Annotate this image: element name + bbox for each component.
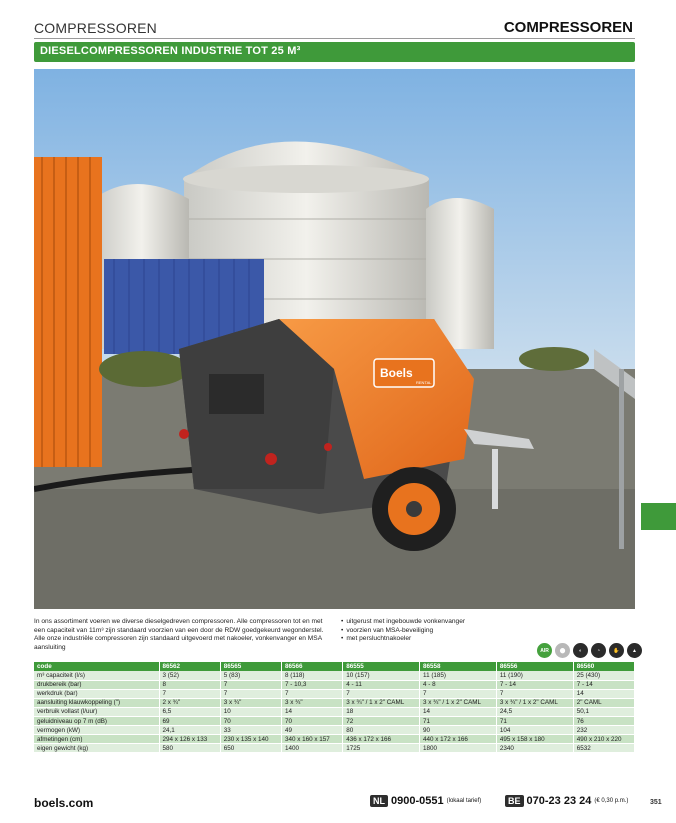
banner-title: DIESELCOMPRESSOREN INDUSTRIE TOT 25 M³ [40, 45, 301, 57]
row-label: afmetingen (cm) [34, 735, 159, 744]
feature-icons [537, 643, 642, 658]
table-cell: 18 [343, 707, 420, 716]
row-label: geluidniveau op 7 m (dB) [34, 716, 159, 725]
table-row [34, 726, 635, 735]
table-cell: 70 [281, 716, 342, 725]
table-row [34, 744, 635, 753]
table-cell: 71 [496, 716, 573, 725]
table-cell: 3 x ¾" / 1 x 2" CAML [420, 698, 497, 707]
table-cell: 70 [220, 716, 281, 725]
table-cell: 7 - 14 [496, 680, 573, 689]
table-cell: 49 [281, 726, 342, 735]
table-cell: 8 [159, 680, 220, 689]
section-tab [641, 503, 676, 530]
row-label: drukbereik (bar) [34, 680, 159, 689]
nl-phone[interactable]: 0900-0551 [391, 795, 444, 807]
table-cell: 76 [573, 716, 634, 725]
air-icon: AIR [537, 643, 552, 658]
nl-note: (lokaal tarief) [446, 798, 482, 804]
table-cell: 33 [220, 726, 281, 735]
table-row [34, 707, 635, 716]
table-row [34, 698, 635, 707]
feature-item: • uitgerust met ingebouwde vonkenvanger [341, 618, 541, 627]
nl-badge: NL [370, 795, 388, 807]
table-cell: 24,1 [159, 726, 220, 735]
fuel-icon: ◐ [573, 643, 588, 658]
row-label: werkdruk (bar) [34, 689, 159, 698]
be-contact [505, 795, 628, 807]
spec-table [34, 662, 635, 753]
table-cell: 7 [159, 689, 220, 698]
table-cell: 440 x 172 x 166 [420, 735, 497, 744]
table-cell: 232 [573, 726, 634, 735]
table-cell: 71 [420, 716, 497, 725]
table-cell: 2" CAML [573, 698, 634, 707]
column-header: 86565 [220, 662, 281, 671]
table-cell: 3 x ¾" [220, 698, 281, 707]
column-header: 86555 [343, 662, 420, 671]
table-row [34, 671, 635, 680]
table-cell: 7 [343, 689, 420, 698]
hand-icon: ✋ [609, 643, 624, 658]
table-cell: 1725 [343, 744, 420, 753]
section-label: COMPRESSOREN [34, 20, 157, 36]
table-cell: 7 [281, 689, 342, 698]
table-cell: 580 [159, 744, 220, 753]
table-cell: 69 [159, 716, 220, 725]
table-cell: 340 x 160 x 157 [281, 735, 342, 744]
table-cell: 495 x 158 x 180 [496, 735, 573, 744]
be-phone[interactable]: 070-23 23 24 [526, 795, 592, 807]
table-cell: 80 [343, 726, 420, 735]
table-cell: 490 x 210 x 220 [573, 735, 634, 744]
brand-label: Boels [380, 366, 413, 380]
table-cell: 3 x ¾" / 1 x 2" CAML [343, 698, 420, 707]
table-cell: 72 [343, 716, 420, 725]
feature-item: • met persluchtnakoeler [341, 635, 541, 644]
row-label: verbruik vollast (l/uur) [34, 707, 159, 716]
table-cell: 294 x 126 x 133 [159, 735, 220, 744]
table-cell: 14 [420, 707, 497, 716]
table-cell: 650 [220, 744, 281, 753]
table-cell: 50,1 [573, 707, 634, 716]
table-cell: 24,5 [496, 707, 573, 716]
page-title: COMPRESSOREN [503, 19, 633, 36]
table-cell: 3 x ¾" [281, 698, 342, 707]
row-label: m³ capaciteit (l/s) [34, 671, 159, 680]
feature-list [341, 618, 541, 644]
table-cell: 3 (52) [159, 671, 220, 680]
table-cell: 7 - 10,3 [281, 680, 342, 689]
column-header: 86556 [496, 662, 573, 671]
table-cell: 7 - 14 [573, 680, 634, 689]
table-row [34, 735, 635, 744]
be-note: (€ 0,30 p.m.) [594, 798, 629, 804]
feature-item: • voorzien van MSA-beveiliging [341, 627, 541, 636]
table-cell: 104 [496, 726, 573, 735]
table-cell: 14 [281, 707, 342, 716]
column-header: 86558 [420, 662, 497, 671]
table-cell: 1800 [420, 744, 497, 753]
table-cell: 6,5 [159, 707, 220, 716]
row-label: vermogen (kW) [34, 726, 159, 735]
table-cell: 4 - 8 [420, 680, 497, 689]
intro-text: In ons assortiment voeren we diverse dieselgedreven compressoren. Alle compressoren tot en met een capaciteit van 11m³ zijn standaard voorzien van een door de RDW goedgekeurd wegonderstel. Alle onze industriële compressoren zijn standaard uitgevoerd met nakoeler, vonkenvanger en MSA aansluiting [34, 618, 324, 651]
column-header: 86566 [281, 662, 342, 671]
table-cell: 8 (118) [281, 671, 342, 680]
product-banner [34, 42, 635, 62]
product-photo [34, 69, 635, 609]
diesel-icon: ⬤ [555, 643, 570, 658]
table-header-row [34, 662, 635, 671]
table-cell: 90 [420, 726, 497, 735]
table-cell: 436 x 172 x 166 [343, 735, 420, 744]
table-cell: 7 [420, 689, 497, 698]
table-cell: 25 (430) [573, 671, 634, 680]
column-header: 86560 [573, 662, 634, 671]
column-header: code [34, 662, 159, 671]
sound-icon: ▲ [627, 643, 642, 658]
page-number: 351 [650, 799, 662, 806]
table-cell: 11 (185) [420, 671, 497, 680]
table-cell: 7 [220, 689, 281, 698]
table-cell: 7 [496, 689, 573, 698]
table-cell: 6532 [573, 744, 634, 753]
table-row [34, 680, 635, 689]
table-cell: 14 [573, 689, 634, 698]
table-cell: 1400 [281, 744, 342, 753]
table-cell: 3 x ¾" / 1 x 2" CAML [496, 698, 573, 707]
pressure-icon: ◔ [591, 643, 606, 658]
table-cell: 10 (157) [343, 671, 420, 680]
website-link[interactable]: boels.com [34, 796, 94, 810]
brand-sublabel: RENTAL [416, 380, 432, 385]
row-label: eigen gewicht (kg) [34, 744, 159, 753]
table-row [34, 716, 635, 725]
header-divider [34, 38, 635, 39]
column-header: 86562 [159, 662, 220, 671]
table-cell: 5 (83) [220, 671, 281, 680]
table-row [34, 689, 635, 698]
table-cell: 4 - 11 [343, 680, 420, 689]
table-cell: 7 [220, 680, 281, 689]
table-cell: 11 (190) [496, 671, 573, 680]
table-cell: 2 x ¾" [159, 698, 220, 707]
nl-contact [370, 795, 481, 807]
row-label: aansluiting klauwkoppeling (") [34, 698, 159, 707]
table-cell: 230 x 135 x 140 [220, 735, 281, 744]
table-cell: 2340 [496, 744, 573, 753]
table-cell: 10 [220, 707, 281, 716]
be-badge: BE [505, 795, 524, 807]
